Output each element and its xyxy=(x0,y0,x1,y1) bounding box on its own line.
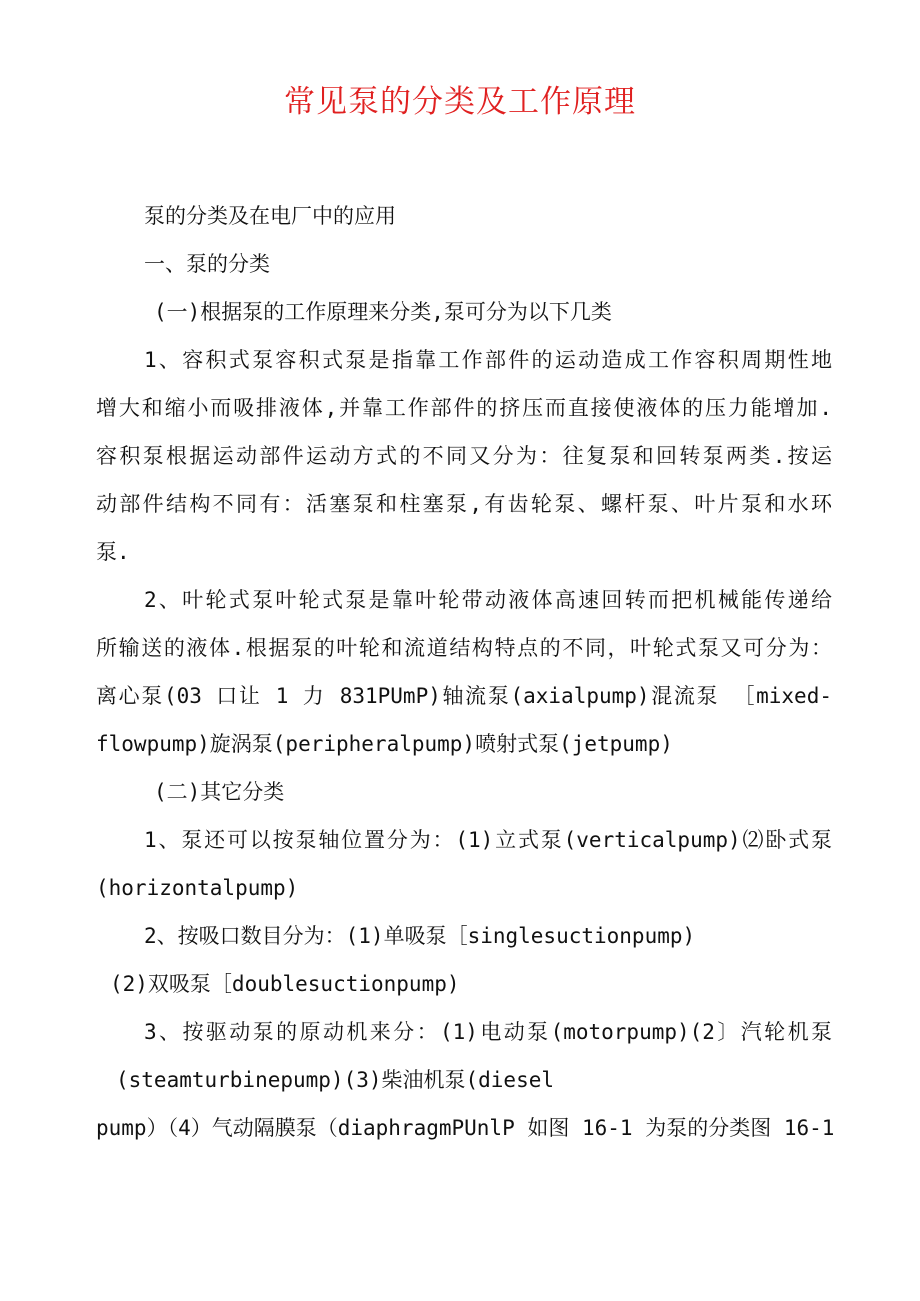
section-heading: 泵的分类及在电厂中的应用 xyxy=(144,204,396,228)
subsection-heading: (二)其它分类 xyxy=(154,780,285,804)
paragraph-line: 离心泵(03 口让 1 力 831PUmP)轴流泵(axialpump)混流泵 ［mixed- xyxy=(96,684,832,708)
paragraph-line: 2、叶轮式泵叶轮式泵是靠叶轮带动液体高速回转而把机械能传递给 xyxy=(144,588,832,612)
paragraph-line: flowpump)旋涡泵(peripheralpump)喷射式泵(jetpump) xyxy=(96,732,673,756)
paragraph-line: 泵. xyxy=(96,540,130,564)
document-title: 常见泵的分类及工作原理 xyxy=(284,84,636,120)
paragraph-line: 容积泵根据运动部件运动方式的不同又分为：往复泵和回转泵两类.按运 xyxy=(96,444,832,468)
paragraph-line: (steamturbinepump)(3)柴油机泵(diesel xyxy=(116,1068,555,1092)
paragraph-line: 3、按驱动泵的原动机来分：(1)电动泵(motorpump)(2〕汽轮机泵 xyxy=(144,1020,832,1044)
subsection-heading: (一)根据泵的工作原理来分类,泵可分为以下几类 xyxy=(154,300,612,324)
paragraph-line: 增大和缩小而吸排液体,并靠工作部件的挤压而直接使液体的压力能增加. xyxy=(96,396,832,420)
paragraph-line: 动部件结构不同有：活塞泵和柱塞泵,有齿轮泵、螺杆泵、叶片泵和水环 xyxy=(96,492,832,516)
paragraph-line: (horizontalpump) xyxy=(96,876,299,900)
section-heading: 一、泵的分类 xyxy=(144,252,270,276)
paragraph-line: 所输送的液体.根据泵的叶轮和流道结构特点的不同，叶轮式泵又可分为： xyxy=(96,636,832,660)
paragraph-line: 2、按吸口数目分为：(1)单吸泵［singlesuctionpump) xyxy=(144,924,696,948)
paragraph-line: 1、容积式泵容积式泵是指靠工作部件的运动造成工作容积周期性地 xyxy=(144,348,832,372)
paragraph-line: (2)双吸泵［doublesuctionpump) xyxy=(110,972,460,996)
paragraph-line: 1、泵还可以按泵轴位置分为：(1)立式泵(verticalpump)⑵卧式泵 xyxy=(144,828,832,852)
paragraph-line: pump）（4）气动隔膜泵（diaphragmPUnlP 如图 16-1 为泵的分类图 16-1 xyxy=(96,1116,835,1140)
